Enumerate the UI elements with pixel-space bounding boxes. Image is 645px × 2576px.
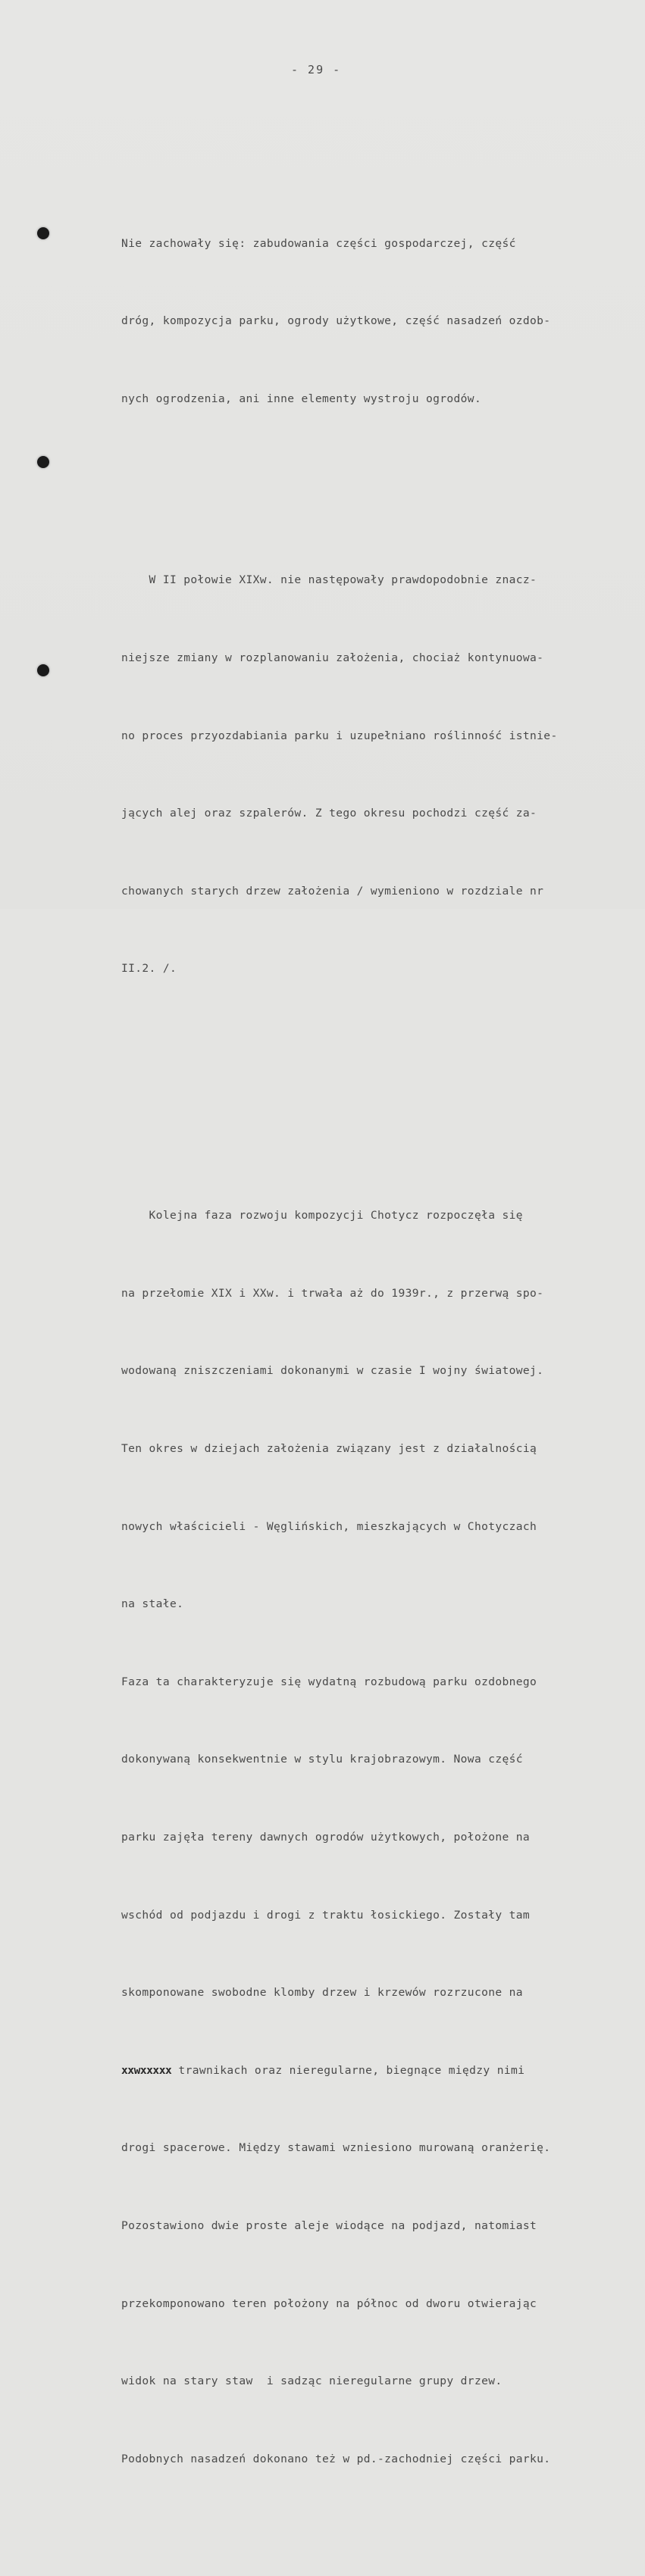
text-line: Ten okres w dziejach założenia związany jest z działalnością: [121, 1441, 537, 1455]
punch-hole: [37, 664, 49, 676]
paragraph-3: [121, 1151, 622, 2524]
punch-hole: [37, 227, 49, 239]
struck-out-word: xxwxxxxx: [121, 2063, 172, 2077]
text-line: wschód od podjazdu i drogi z traktu łosickiego. Zostały tam: [121, 1908, 531, 1922]
paragraph-2: [121, 516, 622, 1034]
text-line: Podobnych nasadzeń dokonano też w pd.-zachodniej części parku.: [121, 2452, 551, 2465]
text-line: nowych właścicieli - Węglińskich, mieszkających w Chotyczach: [121, 1519, 537, 1533]
text-line: Pozostawiono dwie proste aleje wiodące na podjazd, natomiast: [121, 2218, 537, 2232]
text-line: na stałe.: [121, 1597, 184, 1611]
text-line: przekomponowano teren położony na północ od dworu otwierając: [121, 2297, 537, 2310]
text-line: dróg, kompozycja parku, ogrody użytkowe, część nasadzeń ozdob-: [121, 314, 551, 328]
paragraph-1: [121, 179, 622, 464]
text-line: dokonywaną konsekwentnie w stylu krajobrazowym. Nowa część: [121, 1753, 523, 1766]
text-line: [121, 2058, 622, 2084]
text-line: II.2. /.: [121, 962, 177, 976]
text-line: chowanych starych drzew założenia / wymieniono w rozdziale nr: [121, 884, 544, 898]
text-line: Nie zachowały się: zabudowania części gospodarczej, część: [121, 236, 516, 250]
text-line: niejsze zmiany w rozplanowaniu założenia, chociaż kontynuowa-: [121, 651, 544, 664]
text-line: drogi spacerowe. Między stawami wzniesiono murowaną oranżerię.: [121, 2141, 551, 2155]
document-body: [121, 127, 622, 2576]
text-line: widok na stary staw i sadząc nieregularne grupy drzew.: [121, 2375, 503, 2388]
page-number: - 29 -: [291, 63, 342, 76]
text-line: wodowaną zniszczeniami dokonanymi w czasie I wojny światowej.: [121, 1364, 544, 1378]
text-line: Faza ta charakteryzuje się wydatną rozbudową parku ozdobnego: [121, 1675, 537, 1688]
text-line: parku zajęła tereny dawnych ogrodów użytkowych, położone na: [121, 1830, 531, 1844]
text-line: Kolejna faza rozwoju kompozycji Chotycz rozpoczęła się: [121, 1209, 523, 1222]
text-line: na przełomie XIX i XXw. i trwała aż do 1939r., z przerwą spo-: [121, 1286, 544, 1300]
text-line: W II połowie XIXw. nie następowały prawdopodobnie znacz-: [121, 573, 537, 587]
text-line: jących alej oraz szpalerów. Z tego okresu pochodzi część za-: [121, 807, 537, 820]
punch-hole: [37, 456, 49, 468]
text-line: nych ogrodzenia, ani inne elementy wystroju ogrodów.: [121, 392, 482, 405]
text-line: skomponowane swobodne klomby drzew i krzewów rozrzucone na: [121, 1986, 523, 2000]
text-line-rest: trawnikach oraz nieregularne, biegnące między nimi: [171, 2063, 525, 2077]
text-line: no proces przyozdabiania parku i uzupełniano roślinność istnie-: [121, 729, 558, 742]
